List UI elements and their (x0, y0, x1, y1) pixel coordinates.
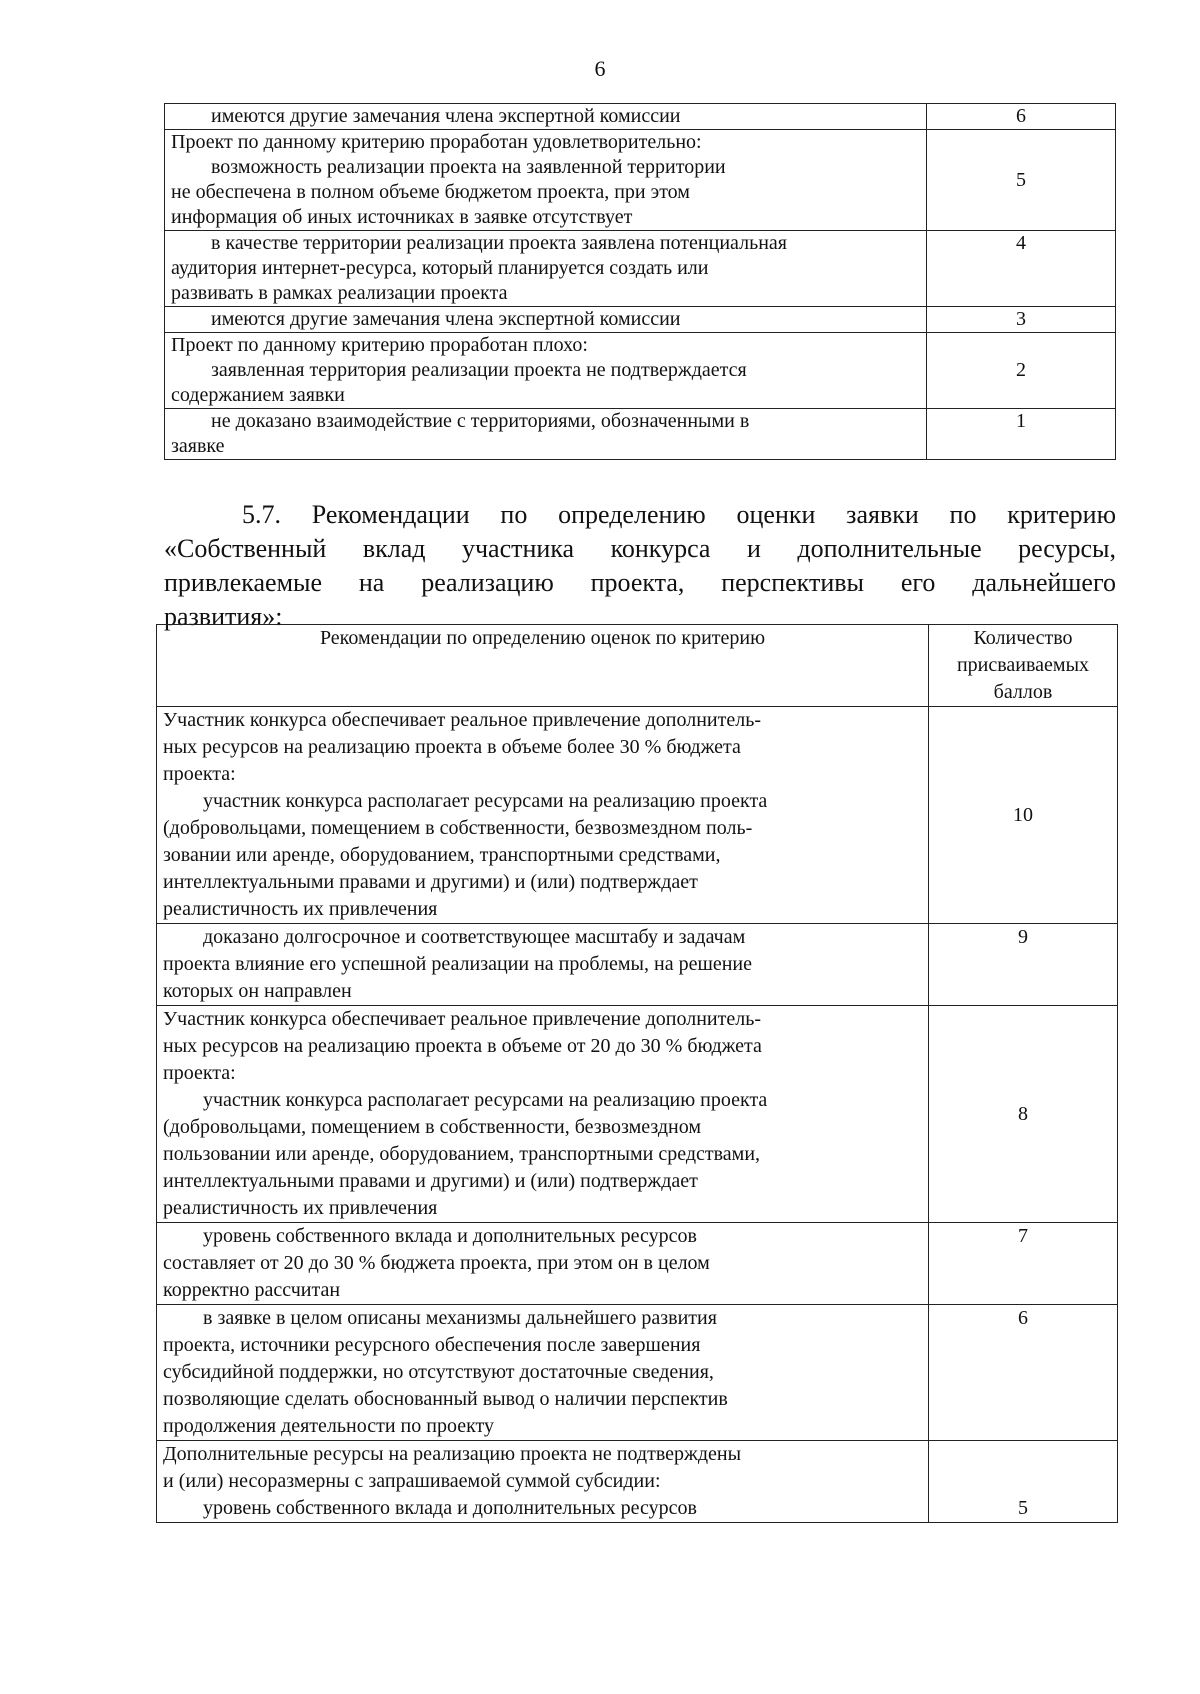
score-value: 6 (929, 1305, 1118, 1441)
criterion-line: Участник конкурса обеспечивает реальное привлечение дополнитель- (163, 709, 761, 731)
criterion-line: составляет от 20 до 30 % бюджета проекта, при этом он в целом (163, 1252, 710, 1274)
criterion-text (157, 1006, 929, 1223)
table-row (157, 1223, 1118, 1305)
heading-line-4: развития»: (164, 602, 283, 631)
criterion-line: проекта, источники ресурсного обеспечения после завершения (163, 1334, 701, 1356)
criterion-line: реалистичность их привлечения (163, 898, 438, 920)
header-points-line: присваиваемых (956, 654, 1090, 676)
score-value: 5 (929, 1441, 1118, 1523)
table-row (157, 707, 1118, 924)
heading-line-3: привлекаемые на реализацию проекта, перспективы его дальнейшего (164, 568, 1116, 597)
criterion-line: уровень собственного вклада и дополнительных ресурсов (203, 1497, 697, 1519)
criterion-text (157, 707, 929, 924)
table-header-row (157, 625, 1118, 707)
criterion-line: ных ресурсов на реализацию проекта в объеме более 30 % бюджета (163, 736, 741, 758)
criterion-text (157, 1441, 929, 1523)
criterion-line: участник конкурса располагает ресурсами на реализацию проекта (203, 1089, 768, 1111)
heading-line-1: 5.7. Рекомендации по определению оценки заявки по критерию (242, 500, 1116, 529)
criterion-line: не доказано взаимодействие с территориями, обозначенными в (211, 410, 750, 432)
criterion-line: содержанием заявки (171, 384, 345, 406)
table-row (157, 924, 1118, 1006)
criterion-line: проекта: (163, 1062, 236, 1084)
table-row (165, 333, 1116, 409)
criterion-text (165, 104, 927, 130)
criterion-line: и (или) несоразмерны с запрашиваемой суммой субсидии: (163, 1470, 661, 1492)
criterion-text (157, 924, 929, 1006)
criterion-line: заявленная территория реализации проекта не подтверждается (211, 359, 747, 381)
criterion-text (165, 333, 927, 409)
table-row (165, 104, 1116, 130)
criterion-line: реалистичность их привлечения (163, 1197, 438, 1219)
criterion-line: интеллектуальными правами и другими) и (или) подтверждает (163, 871, 698, 893)
header-points-line: Количество (973, 627, 1073, 649)
heading-line-2: «Собственный вклад участника конкурса и дополнительные ресурсы, (164, 534, 1116, 563)
table-row (165, 307, 1116, 333)
criterion-line: позволяющие сделать обоснованный вывод о наличии перспектив (163, 1388, 728, 1410)
table-row (157, 1441, 1118, 1523)
header-recommendations: Рекомендации по определению оценок по критерию (157, 625, 929, 707)
criterion-text (165, 130, 927, 231)
criterion-line: уровень собственного вклада и дополнительных ресурсов (203, 1225, 697, 1247)
criterion-line: проекта: (163, 763, 236, 785)
criteria-table-continued (164, 103, 1116, 460)
criterion-line: (добровольцами, помещением в собственности, безвозмездном поль- (163, 817, 753, 839)
criterion-line: продолжения деятельности по проекту (163, 1415, 495, 1437)
criterion-text (157, 1305, 929, 1441)
criterion-line: доказано долгосрочное и соответствующее масштабу и задачам (203, 926, 746, 948)
score-value: 7 (929, 1223, 1118, 1305)
criterion-line: пользовании или аренде, оборудованием, транспортными средствами, (163, 1143, 761, 1165)
criterion-line: Дополнительные ресурсы на реализацию проекта не подтверждены (163, 1443, 742, 1465)
criterion-line: участник конкурса располагает ресурсами на реализацию проекта (203, 790, 768, 812)
criterion-line: Участник конкурса обеспечивает реальное привлечение дополнитель- (163, 1008, 761, 1030)
criterion-line: имеются другие замечания члена экспертной комиссии (211, 105, 681, 127)
criterion-line: имеются другие замечания члена экспертной комиссии (211, 308, 681, 330)
table-row (157, 1305, 1118, 1441)
criterion-line: которых он направлен (163, 980, 352, 1002)
score-value: 1 (927, 409, 1116, 460)
criterion-line: субсидийной поддержки, но отсутствуют достаточные сведения, (163, 1361, 714, 1383)
criteria-table (156, 624, 1118, 1523)
criterion-line: в заявке в целом описаны механизмы дальнейшего развития (203, 1307, 717, 1329)
criterion-text (165, 231, 927, 307)
page-number: 6 (594, 56, 606, 81)
table-row (165, 231, 1116, 307)
score-value: 10 (929, 707, 1118, 924)
criterion-line: развивать в рамках реализации проекта (171, 282, 508, 304)
criterion-line: Проект по данному критерию проработан плохо: (171, 334, 588, 356)
header-points (929, 625, 1118, 707)
criterion-line: зовании или аренде, оборудованием, транспортными средствами, (163, 844, 721, 866)
header-points-line: баллов (993, 681, 1053, 703)
criterion-text (165, 409, 927, 460)
score-value: 2 (927, 333, 1116, 409)
criterion-line: корректно рассчитан (163, 1279, 341, 1301)
score-value: 9 (929, 924, 1118, 1006)
criterion-line: ных ресурсов на реализацию проекта в объеме от 20 до 30 % бюджета (163, 1035, 762, 1057)
score-value: 6 (927, 104, 1116, 130)
criterion-line: аудитория интернет-ресурса, который планируется создать или (171, 257, 709, 279)
table-row (157, 1006, 1118, 1223)
table-row (165, 409, 1116, 460)
score-value: 4 (927, 231, 1116, 307)
table-row (165, 130, 1116, 231)
section-heading (164, 498, 1116, 634)
criterion-line: возможность реализации проекта на заявленной территории (211, 156, 726, 178)
criterion-line: Проект по данному критерию проработан удовлетворительно: (171, 131, 702, 153)
score-value: 3 (927, 307, 1116, 333)
criterion-line: проекта влияние его успешной реализации на проблемы, на решение (163, 953, 753, 975)
criterion-text (157, 1223, 929, 1305)
criterion-line: информация об иных источниках в заявке отсутствует (171, 206, 633, 228)
criterion-line: (добровольцами, помещением в собственности, безвозмездном (163, 1116, 702, 1138)
criterion-line: в качестве территории реализации проекта заявлена потенциальная (211, 232, 787, 254)
score-value: 5 (927, 130, 1116, 231)
score-value: 8 (929, 1006, 1118, 1223)
criterion-line: не обеспечена в полном объеме бюджетом проекта, при этом (171, 181, 690, 203)
criterion-line: заявке (171, 435, 225, 457)
criterion-text (165, 307, 927, 333)
criterion-line: интеллектуальными правами и другими) и (или) подтверждает (163, 1170, 698, 1192)
